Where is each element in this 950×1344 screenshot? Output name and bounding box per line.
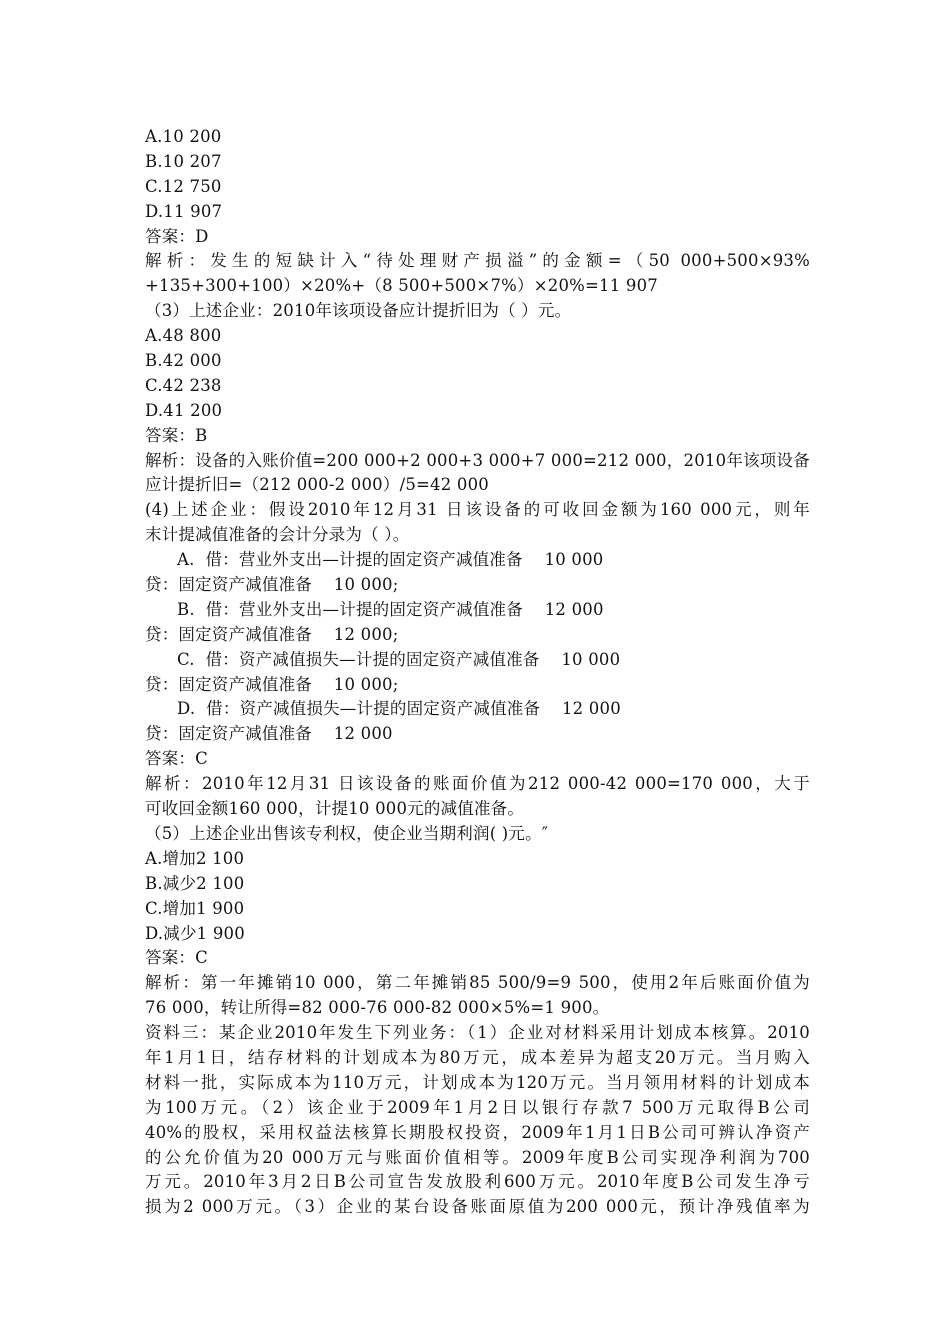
question-line: 末计提减值准备的会计分录为（ ）。 (145, 525, 410, 545)
option-line: C.12 750 (145, 176, 222, 196)
option-line: D.11 907 (145, 201, 223, 221)
material-line: 万元。2010年3月2日B公司宣告发放股利600万元。2010年度B公司发生净亏 (145, 1172, 810, 1192)
answer-line: 答案：C (145, 948, 208, 968)
explanation-line: 应计提折旧=（212 000-2 000）/5=42 000 (145, 475, 489, 495)
option-line: B.减少2 100 (145, 873, 245, 893)
option-line: A.10 200 (145, 127, 222, 146)
question-line: (4)上述企业：假设2010年12月31 日该设备的可收回金额为160 000元，则年 (145, 500, 810, 520)
option-line: 贷：固定资产减值准备 12 000; (145, 624, 399, 644)
option-line: D.减少1 900 (145, 923, 245, 943)
option-line: A.增加2 100 (145, 848, 245, 868)
question-line: （3）上述企业：2010年该项设备应计提折旧为（ ）元。 (145, 301, 572, 321)
option-line: A.48 800 (145, 326, 222, 346)
option-line: C. 借：资产减值损失—计提的固定资产减值准备 10 000 (177, 649, 621, 669)
option-line: B. 借：营业外支出—计提的固定资产减值准备 12 000 (177, 599, 604, 619)
option-line: 贷：固定资产减值准备 12 000 (145, 724, 393, 744)
option-line: D.41 200 (145, 400, 223, 420)
option-line: D. 借：资产减值损失—计提的固定资产减值准备 12 000 (177, 699, 621, 719)
material-line: 损为2 000万元。（3）企业的某台设备账面原值为200 000元，预计净残值率为 (145, 1197, 810, 1217)
option-line: 贷：固定资产减值准备 10 000; (145, 575, 399, 595)
option-line: A. 借：营业外支出—计提的固定资产减值准备 10 000 (177, 550, 604, 570)
option-line: B.42 000 (145, 351, 222, 371)
explanation-line: 76 000，转让所得=82 000-76 000-82 000×5%=1 900。 (145, 998, 610, 1018)
explanation-line: +135+300+100）×20%+（8 500+500×7%）×20%=11 907 (145, 276, 658, 296)
answer-line: 答案：B (145, 425, 208, 445)
material-line: 为100万元。（2）该企业于2009年1月2日以银行存款7 500万元取得B公司 (145, 1097, 810, 1117)
answer-line: 答案：D (145, 226, 209, 246)
material-line: 材料一批，实际成本为110万元，计划成本为120万元。当月领用材料的计划成本 (145, 1072, 810, 1092)
material-line: 40%的股权，采用权益法核算长期股权投资，2009年1月1日B公司可辨认净资产 (145, 1122, 810, 1142)
option-line: B.10 207 (145, 151, 222, 171)
question-line: （5）上述企业出售该专利权，使企业当期利润( )元。″ (145, 823, 549, 843)
answer-line: 答案：C (145, 749, 208, 769)
document-body (145, 125, 810, 1220)
option-line: C.增加1 900 (145, 898, 245, 918)
material-line: 的公允价值为20 000万元与账面价值相等。2009年度B公司实现净利润为700 (145, 1147, 810, 1167)
explanation-line: 解析：发生的短缺计入“待处理财产损溢”的金额=（50 000+500×93% (145, 251, 810, 271)
explanation-line: 可收回金额160 000，计提10 000元的减值准备。 (145, 799, 525, 819)
explanation-line: 解析：设备的入账价值=200 000+2 000+3 000+7 000=212 000，2010年该项设备 (145, 450, 810, 470)
material-line: 资料三：某企业2010年发生下列业务：（1）企业对材料采用计划成本核算。2010 (145, 1023, 810, 1043)
option-line: 贷：固定资产减值准备 10 000; (145, 674, 399, 694)
option-line: C.42 238 (145, 375, 222, 395)
explanation-line: 解析：第一年摊销10 000，第二年摊销85 500/9=9 500，使用2年后账面价值为 (145, 973, 810, 993)
material-line: 年1月1日，结存材料的计划成本为80万元，成本差异为超支20万元。当月购入 (145, 1047, 810, 1067)
explanation-line: 解析：2010年12月31 日该设备的账面价值为212 000-42 000=170 000，大于 (145, 774, 810, 794)
